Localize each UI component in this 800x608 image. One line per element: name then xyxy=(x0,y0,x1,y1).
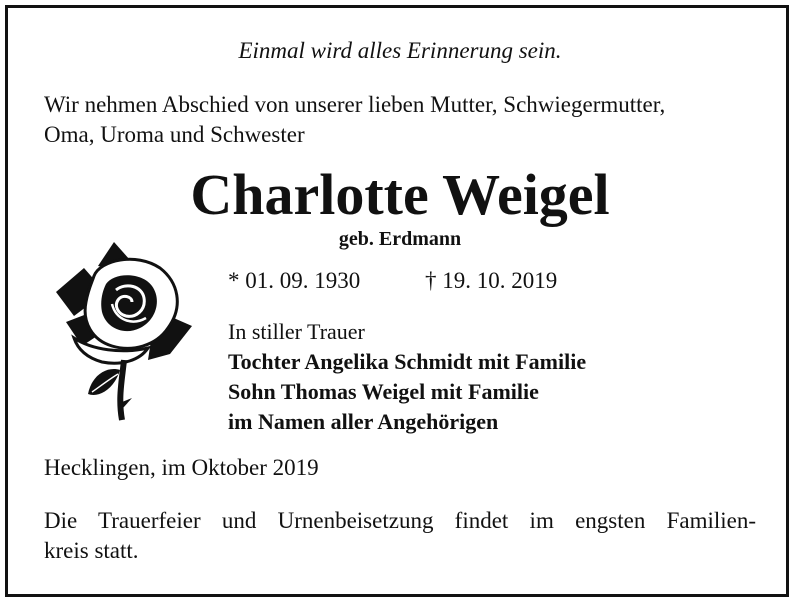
birth-date: * 01. 09. 1930 xyxy=(228,268,361,293)
mourners-block xyxy=(228,317,586,437)
life-dates xyxy=(228,268,558,294)
funeral-notice-line-2: kreis statt. xyxy=(44,538,139,563)
place-date: Hecklingen, im Oktober 2019 xyxy=(44,455,319,480)
intro-line-2: Oma, Uroma und Schwester xyxy=(44,122,305,147)
mourner-line: Sohn Thomas Weigel mit Familie xyxy=(228,379,539,404)
intro-line-1: Wir nehmen Abschied von unserer lieben Mutter, Schwiegermutter, xyxy=(44,92,666,117)
mourner-line: im Namen aller Angehörigen xyxy=(228,409,499,434)
rose-stem xyxy=(120,360,124,420)
funeral-notice xyxy=(44,506,756,566)
death-date: † 19. 10. 2019 xyxy=(425,268,558,293)
intro-text xyxy=(44,90,764,150)
mourning-heading: In stiller Trauer xyxy=(228,319,365,344)
mourner-line: Tochter Angelika Schmidt mit Familie xyxy=(228,349,587,374)
rose-thorn xyxy=(122,398,132,408)
deceased-name: Charlotte Weigel xyxy=(190,162,610,227)
motto: Einmal wird alles Erinnerung sein. xyxy=(238,38,562,63)
rose-icon xyxy=(52,242,194,424)
funeral-notice-line-1: Die Trauerfeier und Urnenbeisetzung findet im engsten Familien- xyxy=(44,508,756,533)
maiden-name: geb. Erdmann xyxy=(338,228,462,250)
